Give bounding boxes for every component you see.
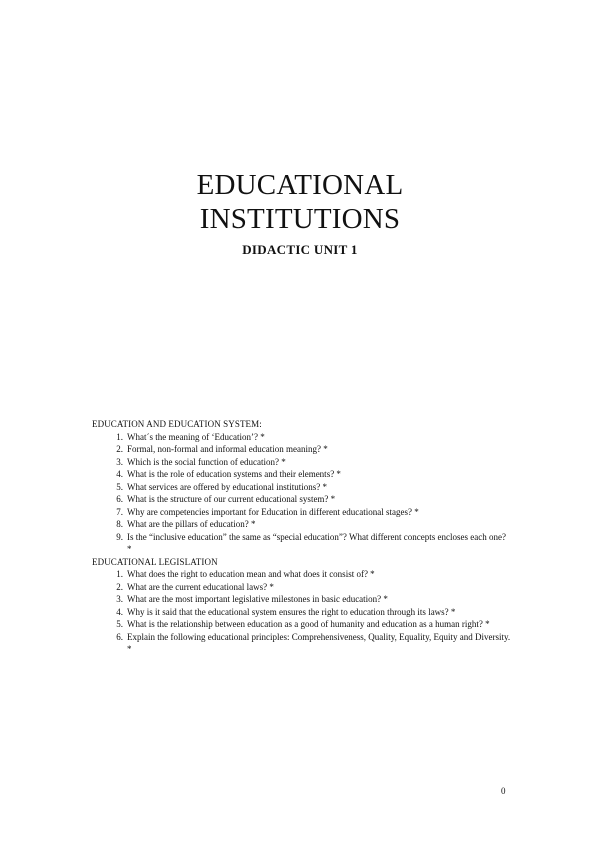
item-text: What is the relationship between education as a good of humanity and education as a human right? * bbox=[127, 619, 490, 629]
item-text: What are the current educational laws? * bbox=[127, 581, 274, 592]
item-text: What´s the meaning of ‘Education’? * bbox=[127, 431, 265, 442]
item-text: Is the “inclusive education” the same as “special education”? What different concepts encloses each one? * bbox=[127, 531, 506, 554]
item-number: 2. bbox=[116, 444, 123, 454]
list-item bbox=[92, 531, 512, 556]
list-item bbox=[92, 456, 512, 469]
item-number: 1. bbox=[116, 569, 123, 579]
item-text: What are the most important legislative milestones in basic education? * bbox=[127, 594, 388, 604]
item-text: Why are competencies important for Education in different educational stages? * bbox=[127, 506, 419, 517]
item-text: Formal, non-formal and informal education meaning? * bbox=[127, 444, 328, 454]
item-number: 1. bbox=[116, 431, 123, 442]
item-number: 7. bbox=[116, 506, 123, 517]
section-educational-legislation bbox=[92, 556, 512, 656]
document-subtitle: DIDACTIC UNIT 1 bbox=[242, 242, 358, 257]
item-text: What is the structure of our current educational system? * bbox=[127, 494, 336, 504]
item-number: 6. bbox=[116, 494, 123, 504]
item-text: What does the right to education mean and what does it consist of? * bbox=[127, 569, 375, 579]
question-list bbox=[92, 418, 512, 656]
list-item bbox=[92, 606, 512, 619]
item-text: What is the role of education systems and their elements? * bbox=[127, 469, 341, 479]
item-number: 3. bbox=[116, 456, 123, 467]
section-heading: EDUCATIONAL LEGISLATION bbox=[92, 556, 218, 567]
page-number: 0 bbox=[501, 786, 506, 796]
item-number: 2. bbox=[116, 581, 123, 592]
list-item bbox=[92, 593, 512, 606]
question-list-educational-legislation bbox=[92, 568, 512, 656]
item-number: 5. bbox=[116, 619, 123, 629]
item-text: Which is the social function of education? * bbox=[127, 456, 286, 467]
document-title-line-1: EDUCATIONAL bbox=[196, 169, 404, 201]
item-number: 4. bbox=[116, 469, 123, 479]
item-text: What services are offered by educational institutions? * bbox=[127, 481, 328, 492]
list-item bbox=[92, 493, 512, 506]
section-heading: EDUCATION AND EDUCATION SYSTEM: bbox=[92, 419, 262, 429]
item-text: Why is it said that the educational system ensures the right to education through its laws? * bbox=[127, 606, 456, 617]
item-number: 4. bbox=[116, 606, 123, 617]
list-item bbox=[92, 468, 512, 481]
list-item bbox=[92, 518, 512, 531]
list-item bbox=[92, 568, 512, 581]
list-item bbox=[92, 443, 512, 456]
item-number: 5. bbox=[116, 481, 123, 492]
document-title-line-2: INSTITUTIONS bbox=[199, 203, 401, 235]
list-item bbox=[92, 506, 512, 519]
list-item bbox=[92, 618, 512, 631]
question-list-education-system bbox=[92, 431, 512, 556]
item-number: 3. bbox=[116, 594, 123, 604]
list-item bbox=[92, 581, 512, 594]
item-number: 9. bbox=[116, 531, 123, 542]
list-item bbox=[92, 481, 512, 494]
section-education-system bbox=[92, 418, 512, 556]
item-number: 8. bbox=[116, 519, 123, 529]
item-text: What are the pillars of education? * bbox=[127, 519, 256, 529]
list-item bbox=[92, 631, 512, 656]
list-item bbox=[92, 431, 512, 444]
item-text: Explain the following educational principles: Comprehensiveness, Quality, Equality, Equity and Diversity. * bbox=[127, 631, 511, 654]
item-number: 6. bbox=[116, 631, 123, 642]
